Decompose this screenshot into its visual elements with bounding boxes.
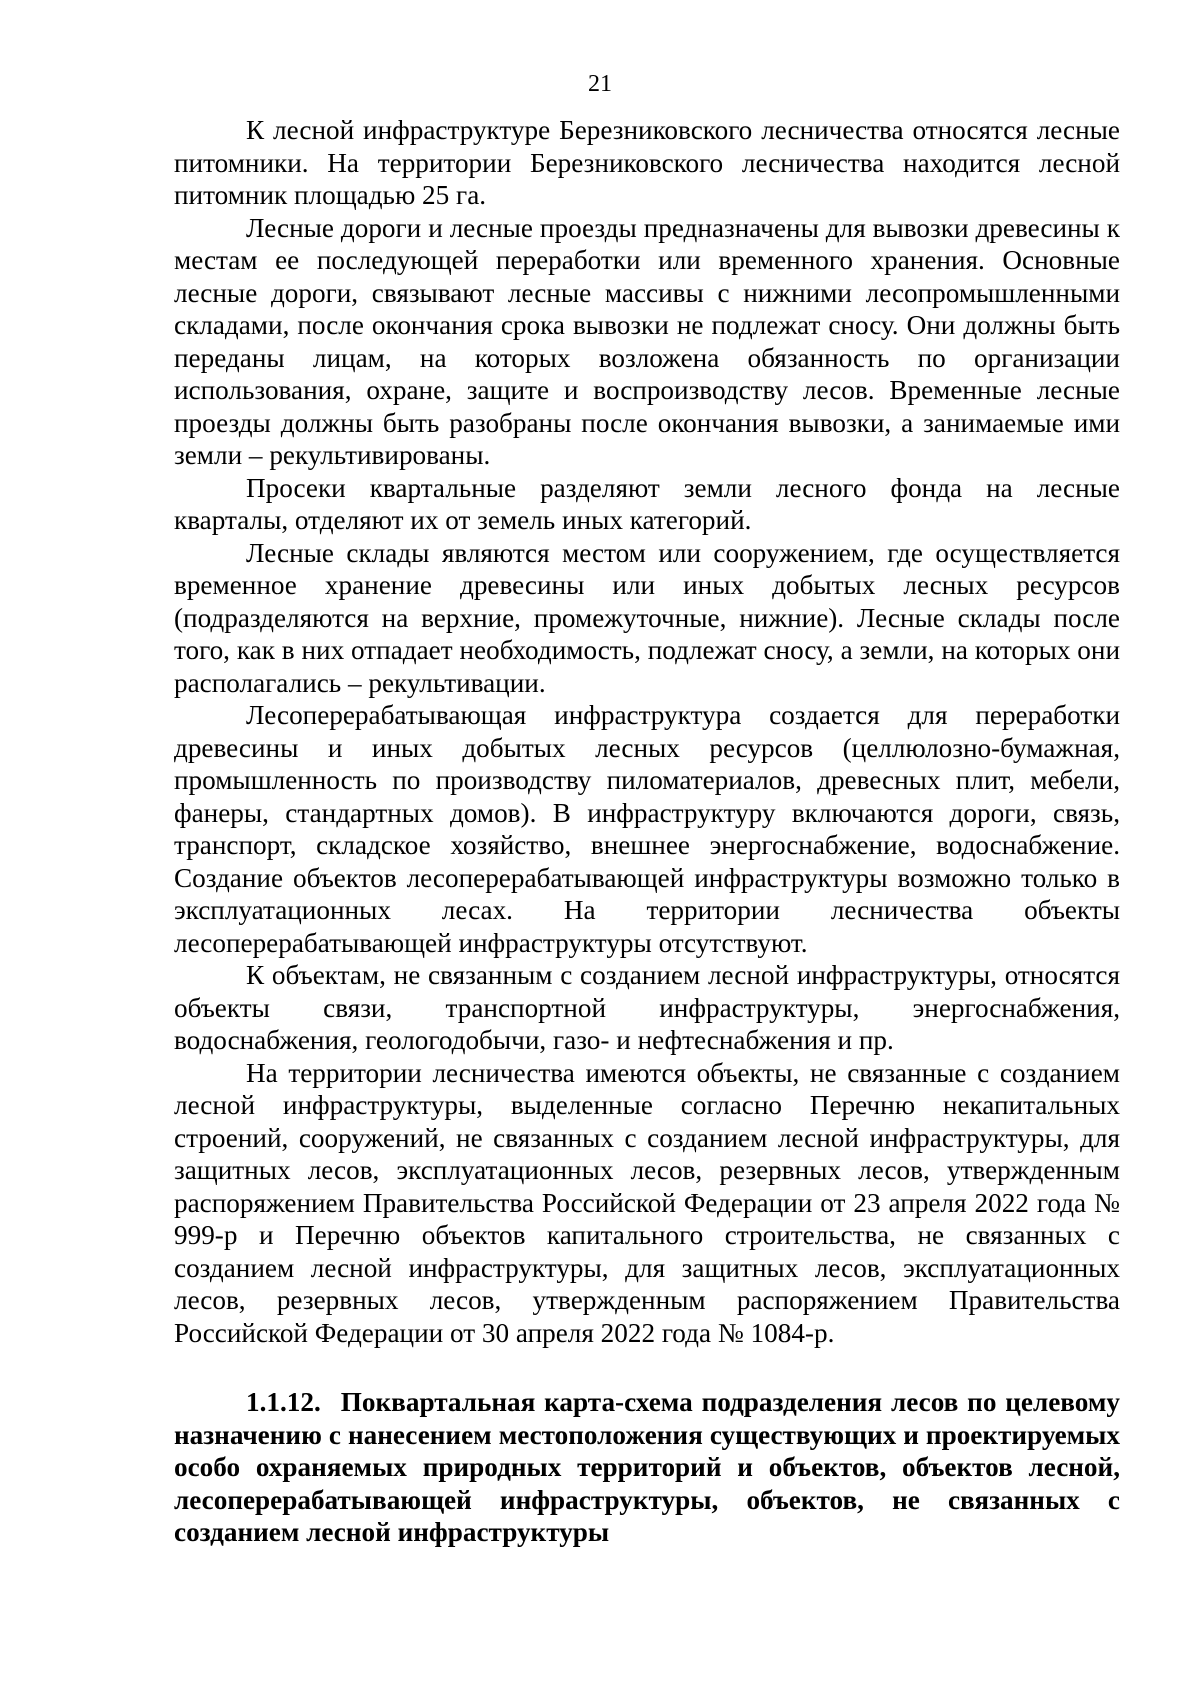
page-number: 21	[588, 71, 612, 97]
section-heading-number: 1.1.12.	[246, 1387, 321, 1417]
paragraph-forest-roads: Лесные дороги и лесные проезды предназначены для вывозки древесины к местам ее последующей переработки или временного хранения. Основные лесные дороги, связывают лесные массивы с нижними лесопромышленными складами, после окончания срока вывозки не подлежат сносу. Они должны быть переданы лицам, на которых возложена обязанность по организации использования, охране, защите и воспроизводству лесов. Временные лесные проезды должны быть разобраны после окончания вывозки, а занимаемые ими земли – рекультивированы.	[174, 212, 1120, 470]
section-heading-title: Поквартальная карта-схема подразделения лесов по целевому назначению с нанесением местоположения существующих и проектируемых особо охраняемых природных территорий и объектов, объектов лесной, лесоперерабатывающей инфраструктуры, объектов, не связанных с созданием лесной инфраструктуры	[174, 1387, 1120, 1547]
paragraph-wood-processing-infrastructure: Лесоперерабатывающая инфраструктура создается для переработки древесины и иных добытых лесных ресурсов (целлюлозно-бумажная, промышленность по производству пиломатериалов, древесных плит, мебели, фанеры, стандартных домов). В инфраструктуру включаются дороги, связь, транспорт, складское хозяйство, внешнее энергоснабжение, водоснабжение. Создание объектов лесоперерабатывающей инфраструктуры возможно только в эксплуатационных лесах. На территории лесничества объекты лесоперерабатывающей инфраструктуры отсутствуют.	[174, 700, 1120, 958]
paragraph-non-forest-objects: К объектам, не связанным с созданием лесной инфраструктуры, относятся объекты связи, транспортной инфраструктуры, энергоснабжения, водоснабжения, геологодобычи, газо- и нефтеснабжения и пр.	[174, 960, 1120, 1055]
paragraph-quarter-clearings: Просеки квартальные разделяют земли лесного фонда на лесные кварталы, отделяют их от земель иных категорий.	[174, 472, 1120, 535]
document-body	[174, 114, 1120, 1349]
paragraph-existing-objects: На территории лесничества имеются объекты, не связанные с созданием лесной инфраструктуры, выделенные согласно Перечню некапитальных строений, сооружений, не связанных с созданием лесной инфраструктуры, для защитных лесов, эксплуатационных лесов, резервных лесов, утвержденным распоряжением Правительства Российской Федерации от 23 апреля 2022 года № 999-р и Перечню объектов капитального строительства, не связанных с созданием лесной инфраструктуры, для защитных лесов, эксплуатационных лесов, резервных лесов, утвержденным распоряжением Правительства Российской Федерации от 30 апреля 2022 года № 1084-р.	[174, 1057, 1120, 1348]
paragraph-forest-nurseries: К лесной инфраструктуре Березниковского лесничества относятся лесные питомники. На территории Березниковского лесничества находится лесной питомник площадью 25 га.	[174, 115, 1120, 210]
paragraph-forest-warehouses: Лесные склады являются местом или сооружением, где осуществляется временное хранение древесины или иных добытых лесных ресурсов (подразделяются на верхние, промежуточные, нижние). Лесные склады после того, как в них отпадает необходимость, подлежат сносу, а земли, на которых они располагались – рекультивации.	[174, 537, 1120, 698]
section-heading	[174, 1386, 1120, 1549]
